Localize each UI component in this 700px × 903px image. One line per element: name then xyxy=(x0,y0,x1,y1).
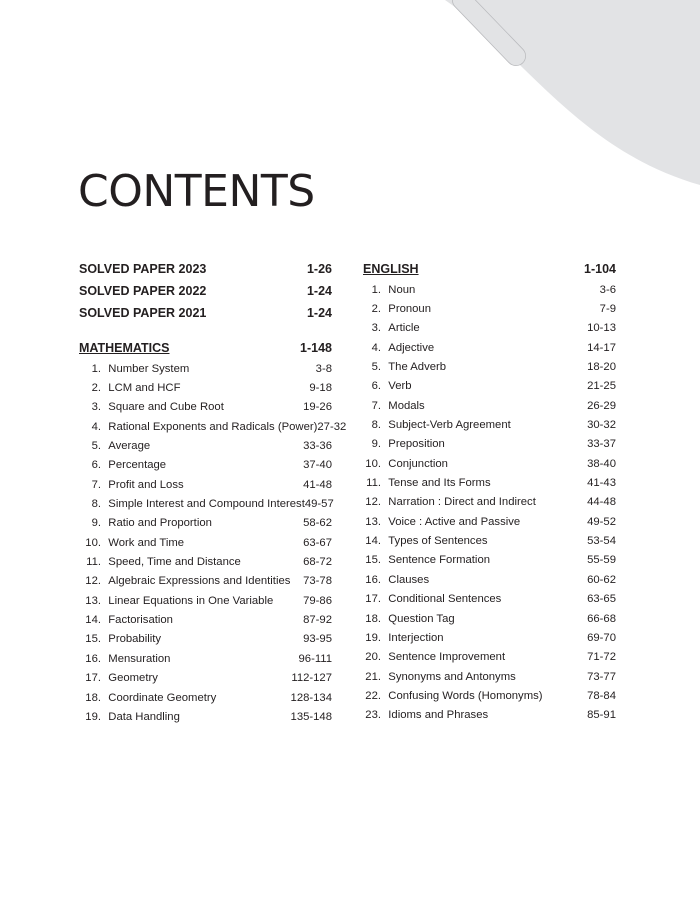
chapter-pages: 128-134 xyxy=(290,691,332,704)
chapter-number: 1. xyxy=(91,362,101,375)
chapter-label xyxy=(79,672,158,684)
chapter-number: 17. xyxy=(85,672,101,685)
chapter-title: Work and Time xyxy=(108,536,185,549)
chapter-label xyxy=(79,653,170,665)
chapter-title: Narration : Direct and Indirect xyxy=(388,496,536,509)
chapter-label xyxy=(363,574,429,586)
chapter-pages: 33-37 xyxy=(587,438,616,451)
chapter-number: 10. xyxy=(365,457,381,470)
right-column xyxy=(363,258,616,725)
chapter-number: 18. xyxy=(365,612,381,625)
chapter-row[interactable] xyxy=(363,531,616,550)
chapter-label xyxy=(363,438,445,450)
chapter-pages: 18-20 xyxy=(587,361,616,374)
chapter-label xyxy=(79,459,166,471)
chapter-pages: 112-127 xyxy=(291,672,332,685)
chapter-row[interactable] xyxy=(79,669,332,688)
english-section-heading[interactable] xyxy=(363,258,616,280)
chapter-title: Sentence Formation xyxy=(388,554,491,567)
chapter-number: 6. xyxy=(91,459,101,472)
chapter-title: Pronoun xyxy=(388,303,431,316)
chapter-label xyxy=(79,363,189,375)
chapter-label xyxy=(79,614,173,626)
chapter-label xyxy=(363,535,488,547)
chapter-number: 4. xyxy=(91,420,101,433)
chapter-title: Tense and Its Forms xyxy=(388,477,491,490)
chapter-title: Coordinate Geometry xyxy=(108,691,217,704)
chapter-title: Sentence Improvement xyxy=(388,651,506,664)
chapter-title: The Adverb xyxy=(388,361,447,374)
chapter-title: Synonyms and Antonyms xyxy=(388,670,516,683)
chapter-row[interactable] xyxy=(363,319,616,338)
chapter-label xyxy=(79,595,273,607)
chapter-label xyxy=(79,479,184,491)
diagonal-pill-outline xyxy=(462,0,516,56)
chapter-row[interactable] xyxy=(363,299,616,318)
chapter-row[interactable] xyxy=(363,551,616,570)
page-title: CONTENTS xyxy=(78,166,315,217)
chapter-number: 1. xyxy=(371,283,381,296)
chapter-title: Square and Cube Root xyxy=(108,401,224,414)
chapter-row[interactable] xyxy=(79,378,332,397)
entry-title: SOLVED PAPER 2021 xyxy=(79,306,207,320)
chapter-label xyxy=(79,382,180,394)
chapter-number: 17. xyxy=(365,593,381,606)
chapter-row[interactable] xyxy=(363,686,616,705)
entry-title: SOLVED PAPER 2022 xyxy=(79,284,207,298)
chapter-number: 12. xyxy=(365,496,381,509)
chapter-pages: 30-32 xyxy=(587,419,616,432)
chapter-row[interactable] xyxy=(79,359,332,378)
chapter-title: Modals xyxy=(388,399,425,412)
chapter-pages: 38-40 xyxy=(587,457,616,470)
chapter-number: 19. xyxy=(85,710,101,723)
chapter-row[interactable] xyxy=(363,415,616,434)
section-title: ENGLISH xyxy=(363,262,419,276)
chapter-pages: 78-84 xyxy=(587,689,616,702)
chapter-number: 7. xyxy=(91,478,101,491)
chapter-label xyxy=(79,633,161,645)
chapter-pages: 96-111 xyxy=(298,652,332,665)
chapter-label xyxy=(363,516,520,528)
entry-pages: 1-24 xyxy=(306,284,332,298)
chapter-pages: 79-86 xyxy=(303,594,332,607)
chapter-number: 16. xyxy=(85,652,101,665)
chapter-pages: 87-92 xyxy=(303,614,332,627)
chapter-row[interactable] xyxy=(79,533,332,552)
section-title: MATHEMATICS xyxy=(79,341,170,355)
chapter-title: Types of Sentences xyxy=(388,535,488,548)
chapter-row[interactable] xyxy=(79,630,332,649)
chapter-row[interactable] xyxy=(79,707,332,726)
chapter-label xyxy=(79,575,290,587)
chapter-number: 4. xyxy=(371,341,381,354)
chapter-pages: 49-57 xyxy=(304,498,334,511)
chapter-row[interactable] xyxy=(363,435,616,454)
entry-title: SOLVED PAPER 2023 xyxy=(79,262,207,276)
chapter-title: Number System xyxy=(108,362,190,375)
chapter-pages: 73-77 xyxy=(587,670,616,683)
chapter-number: 2. xyxy=(91,382,101,395)
chapter-number: 5. xyxy=(91,440,101,453)
chapter-title: Algebraic Expressions and Identities xyxy=(108,575,291,588)
chapter-row[interactable] xyxy=(79,610,332,629)
chapter-title: Factorisation xyxy=(108,614,173,627)
chapter-title: Voice : Active and Passive xyxy=(388,515,521,528)
chapter-label xyxy=(79,517,212,529)
chapter-row[interactable] xyxy=(79,688,332,707)
chapter-title: Average xyxy=(108,440,151,453)
chapter-pages: 37-40 xyxy=(303,459,332,472)
chapter-pages: 66-68 xyxy=(587,612,616,625)
solved-paper-entry[interactable] xyxy=(79,302,332,324)
chapter-number: 21. xyxy=(365,670,381,683)
chapter-row[interactable] xyxy=(79,417,347,436)
chapter-row[interactable] xyxy=(79,456,332,475)
chapter-label xyxy=(363,651,505,663)
chapter-number: 5. xyxy=(371,361,381,374)
chapter-title: Confusing Words (Homonyms) xyxy=(388,689,543,702)
chapter-number: 15. xyxy=(365,554,381,567)
chapter-title: LCM and HCF xyxy=(108,382,181,395)
chapter-pages: 53-54 xyxy=(587,535,616,548)
chapter-title: Linear Equations in One Variable xyxy=(108,594,274,607)
chapter-row[interactable] xyxy=(79,514,332,533)
chapter-label xyxy=(79,498,305,510)
chapter-row[interactable] xyxy=(363,648,616,667)
chapter-row[interactable] xyxy=(363,473,616,492)
chapter-title: Preposition xyxy=(388,438,445,451)
chapter-row[interactable] xyxy=(363,280,616,299)
chapter-row[interactable] xyxy=(363,512,616,531)
chapter-pages: 60-62 xyxy=(587,573,616,586)
chapter-pages: 63-65 xyxy=(587,593,616,606)
chapter-pages: 41-43 xyxy=(587,477,616,490)
chapter-pages: 3-8 xyxy=(315,362,332,375)
chapter-title: Clauses xyxy=(388,573,430,586)
chapter-pages: 63-67 xyxy=(303,536,332,549)
chapter-pages: 21-25 xyxy=(587,380,616,393)
chapter-number: 19. xyxy=(365,631,381,644)
chapter-label xyxy=(363,419,511,431)
chapter-pages: 135-148 xyxy=(290,710,332,723)
chapter-pages: 93-95 xyxy=(303,633,332,646)
chapter-row[interactable] xyxy=(79,649,332,668)
chapter-title: Conjunction xyxy=(388,457,448,470)
chapter-pages: 58-62 xyxy=(303,517,332,530)
section-pages: 1-148 xyxy=(300,341,332,355)
chapter-label xyxy=(363,303,431,315)
chapter-row[interactable] xyxy=(363,357,616,376)
chapter-number: 11. xyxy=(366,477,381,490)
chapter-number: 6. xyxy=(371,380,381,393)
chapter-row[interactable] xyxy=(363,628,616,647)
chapter-pages: 55-59 xyxy=(587,554,616,567)
chapter-title: Geometry xyxy=(108,672,158,685)
chapter-title: Profit and Loss xyxy=(108,478,184,491)
chapter-number: 18. xyxy=(85,691,101,704)
chapter-number: 22. xyxy=(365,689,381,702)
chapter-pages: 41-48 xyxy=(303,478,332,491)
chapter-row[interactable] xyxy=(79,398,332,417)
solved-paper-entry[interactable] xyxy=(79,258,332,280)
chapter-label xyxy=(79,421,317,433)
chapter-title: Percentage xyxy=(108,459,167,472)
chapter-row[interactable] xyxy=(363,706,616,725)
chapter-number: 9. xyxy=(91,517,101,530)
chapter-pages: 9-18 xyxy=(309,382,332,395)
chapter-number: 14. xyxy=(365,535,381,548)
chapter-number: 14. xyxy=(85,614,101,627)
chapter-number: 7. xyxy=(371,399,381,412)
section-pages: 1-104 xyxy=(584,262,616,276)
chapter-row[interactable] xyxy=(363,590,616,609)
english-chapter-list xyxy=(363,280,616,725)
chapter-title: Simple Interest and Compound Interest xyxy=(108,498,305,511)
chapter-title: Conditional Sentences xyxy=(388,593,502,606)
chapter-row[interactable] xyxy=(79,591,332,610)
chapter-title: Speed, Time and Distance xyxy=(108,556,241,569)
chapter-label xyxy=(79,692,216,704)
chapter-label xyxy=(363,709,488,721)
chapter-number: 12. xyxy=(85,575,101,588)
chapter-number: 16. xyxy=(365,573,381,586)
chapter-title: Subject-Verb Agreement xyxy=(388,419,511,432)
chapter-label xyxy=(363,400,425,412)
chapter-title: Idioms and Phrases xyxy=(388,709,489,722)
chapter-label xyxy=(79,401,224,413)
chapter-pages: 73-78 xyxy=(303,575,332,588)
chapter-label xyxy=(363,342,434,354)
chapter-label xyxy=(363,554,490,566)
chapter-number: 8. xyxy=(371,419,381,432)
chapter-number: 9. xyxy=(371,438,381,451)
entry-pages: 1-24 xyxy=(306,306,332,320)
chapter-title: Noun xyxy=(388,283,416,296)
chapter-row[interactable] xyxy=(363,454,616,473)
mathematics-section-heading[interactable] xyxy=(79,337,332,359)
chapter-label xyxy=(79,440,150,452)
chapter-pages: 71-72 xyxy=(587,651,616,664)
chapter-pages: 69-70 xyxy=(587,631,616,644)
chapter-label xyxy=(363,477,491,489)
chapter-number: 2. xyxy=(371,303,381,316)
chapter-row[interactable] xyxy=(79,572,332,591)
chapter-title: Probability xyxy=(108,633,162,646)
chapter-pages: 14-17 xyxy=(587,341,616,354)
chapter-row[interactable] xyxy=(363,667,616,686)
chapter-number: 3. xyxy=(371,322,381,335)
chapter-label xyxy=(363,690,543,702)
chapter-title: Interjection xyxy=(388,631,444,644)
chapter-row[interactable] xyxy=(79,494,332,513)
solved-paper-entry[interactable] xyxy=(79,280,332,302)
chapter-row[interactable] xyxy=(363,396,616,415)
grey-swoosh-shape xyxy=(445,0,700,185)
chapter-row[interactable] xyxy=(79,552,332,571)
chapter-label xyxy=(363,632,444,644)
chapter-label xyxy=(79,711,180,723)
chapter-row[interactable] xyxy=(363,609,616,628)
chapter-row[interactable] xyxy=(79,436,332,455)
chapter-pages: 3-6 xyxy=(599,283,616,296)
chapter-pages: 85-91 xyxy=(587,709,616,722)
chapter-number: 11. xyxy=(86,556,101,569)
chapter-number: 8. xyxy=(91,498,101,511)
left-column xyxy=(79,258,347,727)
chapter-number: 3. xyxy=(91,401,101,414)
chapter-label xyxy=(79,537,184,549)
chapter-pages: 68-72 xyxy=(303,556,332,569)
chapter-pages: 26-29 xyxy=(587,399,616,412)
entry-pages: 1-26 xyxy=(306,262,332,276)
chapter-title: Mensuration xyxy=(108,652,171,665)
chapter-row[interactable] xyxy=(79,475,332,494)
chapter-label xyxy=(363,322,420,334)
chapter-number: 10. xyxy=(85,536,101,549)
chapter-pages: 49-52 xyxy=(587,515,616,528)
chapter-pages: 7-9 xyxy=(599,303,616,316)
chapter-number: 13. xyxy=(365,515,381,528)
chapter-pages: 27-32 xyxy=(317,420,347,433)
chapter-label xyxy=(363,671,516,683)
chapter-label xyxy=(363,593,501,605)
chapter-label xyxy=(363,284,415,296)
chapter-row[interactable] xyxy=(363,377,616,396)
chapter-pages: 10-13 xyxy=(587,322,616,335)
mathematics-chapter-list xyxy=(79,359,347,727)
chapter-number: 20. xyxy=(365,651,381,664)
chapter-pages: 19-26 xyxy=(303,401,332,414)
chapter-title: Data Handling xyxy=(108,710,180,723)
chapter-row[interactable] xyxy=(363,338,616,357)
chapter-label xyxy=(363,458,448,470)
chapter-label xyxy=(363,496,536,508)
chapter-row[interactable] xyxy=(363,570,616,589)
chapter-label xyxy=(363,361,446,373)
chapter-title: Verb xyxy=(388,380,412,393)
chapter-title: Adjective xyxy=(388,341,435,354)
chapter-pages: 33-36 xyxy=(303,440,332,453)
chapter-label xyxy=(363,613,455,625)
chapter-title: Article xyxy=(388,322,420,335)
spacer xyxy=(79,324,332,337)
chapter-number: 15. xyxy=(85,633,101,646)
chapter-number: 23. xyxy=(365,709,381,722)
chapter-number: 13. xyxy=(85,594,101,607)
chapter-pages: 44-48 xyxy=(587,496,616,509)
chapter-title: Ratio and Proportion xyxy=(108,517,212,530)
chapter-label xyxy=(79,556,241,568)
chapter-title: Question Tag xyxy=(388,612,455,625)
chapter-label xyxy=(363,380,412,392)
chapter-row[interactable] xyxy=(363,493,616,512)
chapter-title: Rational Exponents and Radicals (Power) xyxy=(108,420,318,433)
